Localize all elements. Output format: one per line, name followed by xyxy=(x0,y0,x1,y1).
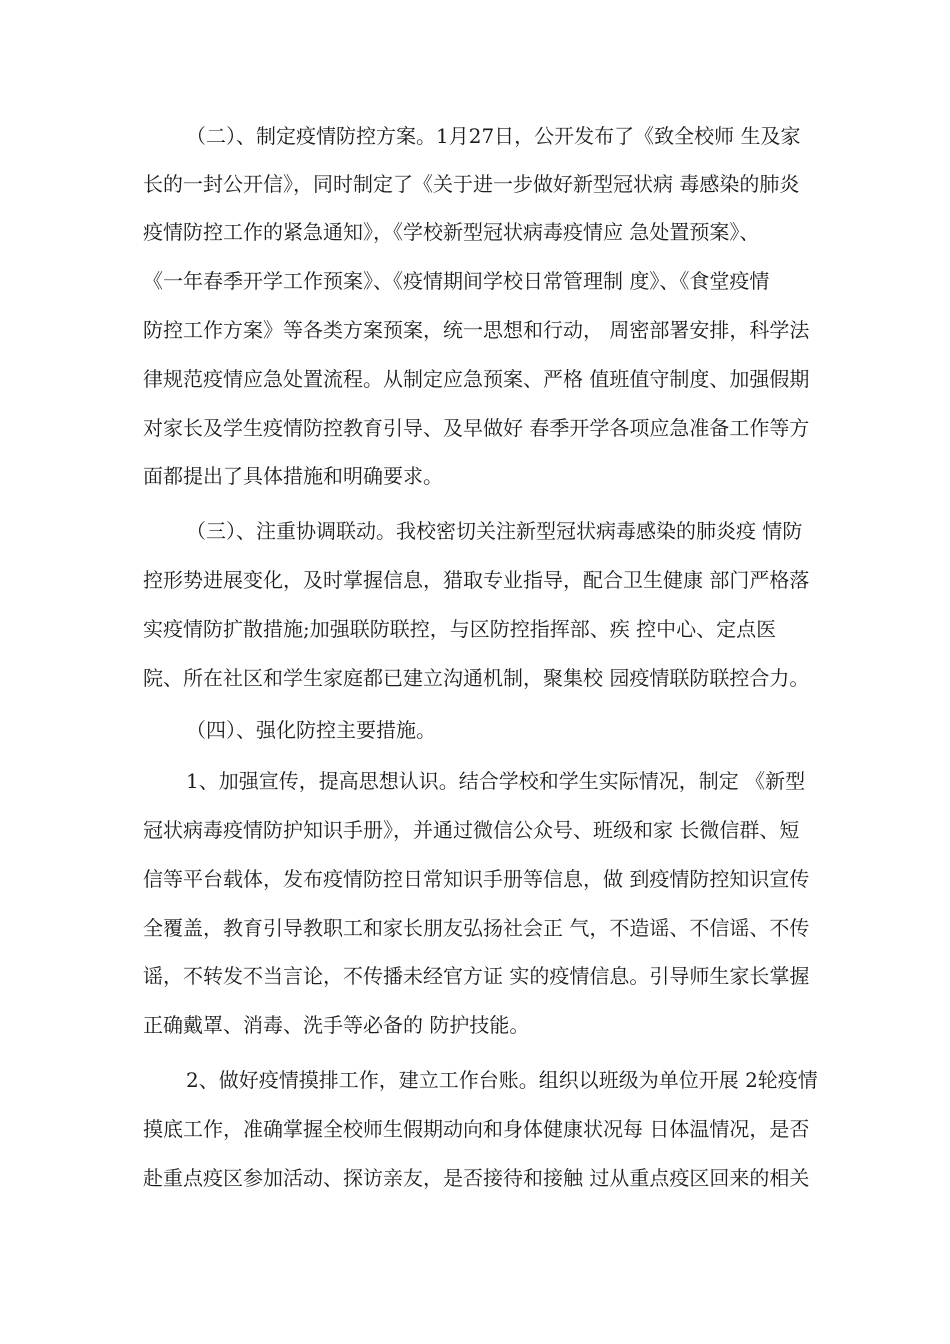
paragraph-line: 冠状病毒疫情防护知识手册》，并通过微信公众号、班级和家 长微信群、短 xyxy=(143,818,800,842)
paragraph-line: 律规范疫情应急处置流程。从制定应急预案、严格 值班值守制度、加强假期 xyxy=(143,367,810,391)
paragraph-line: 长的一封公开信》，同时制定了《关于进一步做好新型冠状病 毒感染的肺炎 xyxy=(143,172,800,196)
paragraph-line: 防控工作方案》等各类方案预案，统一思想和行动， 周密部署安排，科学法 xyxy=(143,318,810,342)
paragraph-line: 对家长及学生疫情防控教育引导、及早做好 春季开学各项应急准备工作等方 xyxy=(143,416,810,440)
paragraph-line: 《一年春季开学工作预案》、《疫情期间学校日常管理制 度》、《食堂疫情 xyxy=(143,269,770,293)
paragraph-line: 面都提出了具体措施和明确要求。 xyxy=(143,464,443,488)
paragraph-line: 疫情防控工作的紧急通知》，《学校新型冠状病毒疫情应 急处置预案》、 xyxy=(143,220,760,244)
paragraph-line: 院、所在社区和学生家庭都已建立沟通机制，聚集校 园疫情联防联控合力。 xyxy=(143,666,810,690)
paragraph-line: 实疫情防扩散措施;加强联防联控，与区防控指挥部、疾 控中心、定点医 xyxy=(143,617,777,641)
section-heading: （四）、强化防控主要措施。 xyxy=(186,718,436,742)
paragraph-line: 谣，不转发不当言论，不传播未经官方证 实的疫情信息。引导师生家长掌握 xyxy=(143,964,810,988)
paragraph-line: 控形势进展变化，及时掌握信息，猎取专业指导，配合卫生健康 部门严格落 xyxy=(143,568,810,592)
paragraph-line: 全覆盖，教育引导教职工和家长朋友弘扬社会正 气，不造谣、不信谣、不传 xyxy=(143,916,810,940)
paragraph-line: 正确戴罩、消毒、洗手等必备的 防护技能。 xyxy=(143,1013,530,1037)
paragraph-line: （二）、制定疫情防控方案。1月27日，公开发布了《致全校师 生及家 xyxy=(186,124,801,148)
paragraph-line: （三）、注重协调联动。我校密切关注新型冠状病毒感染的肺炎疫 情防 xyxy=(186,519,803,543)
paragraph-line: 摸底工作，准确掌握全校师生假期动向和身体健康状况每 日体温情况，是否 xyxy=(143,1117,810,1141)
paragraph-line: 信等平台载体，发布疫情防控日常知识手册等信息，做 到疫情防控知识宣传 xyxy=(143,867,810,891)
paragraph-line: 1、加强宣传，提高思想认识。结合学校和学生实际情况，制定 《新型 xyxy=(186,769,806,793)
paragraph-line: 赴重点疫区参加活动、探访亲友，是否接待和接触 过从重点疫区回来的相关 xyxy=(143,1166,810,1190)
paragraph-line: 2、做好疫情摸排工作，建立工作台账。组织以班级为单位开展 2轮疫情 xyxy=(186,1068,818,1092)
